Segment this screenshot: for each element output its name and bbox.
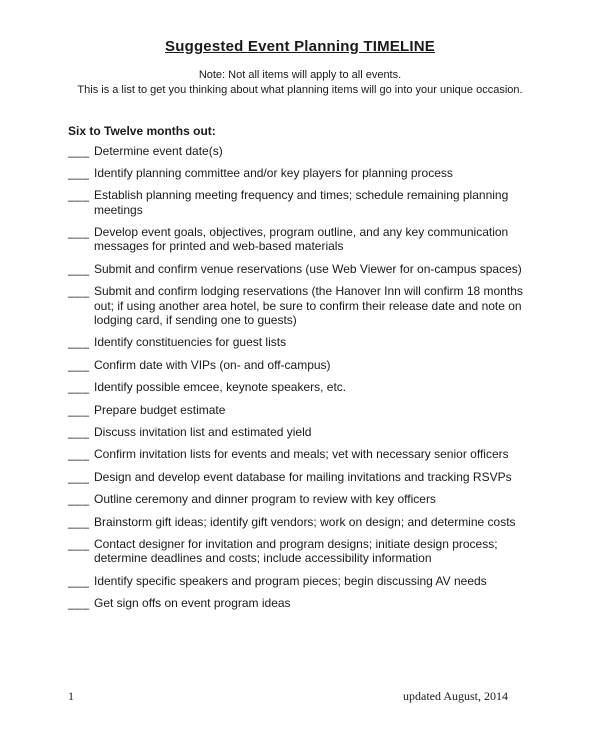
list-item-text: Submit and confirm lodging reservations (the Hanover Inn will confirm 18 months out; if using another area hotel, be sure to confirm their release date and note on lodging card, if sending one to guests)	[94, 284, 523, 328]
blank-line: ___	[68, 536, 90, 551]
list-item	[68, 380, 532, 394]
blank-line: ___	[68, 596, 90, 611]
list-item-text: Confirm date with VIPs (on- and off-campus)	[94, 357, 331, 372]
blank-line: ___	[68, 165, 90, 180]
note-line-2: This is a list to get you thinking about what planning items will go into your unique occasion.	[77, 83, 523, 96]
list-item	[68, 425, 532, 439]
blank-line: ___	[68, 447, 90, 462]
blank-line: ___	[68, 573, 90, 588]
page-title: Suggested Event Planning TIMELINE	[165, 38, 435, 55]
list-item	[68, 225, 532, 254]
blank-line: ___	[68, 143, 90, 158]
list-item-text: Get sign offs on event program ideas	[94, 596, 291, 611]
section-heading: Six to Twelve months out:	[68, 123, 216, 138]
list-item	[68, 262, 532, 276]
blank-line: ___	[68, 492, 90, 507]
list-item-text: Outline ceremony and dinner program to review with key officers	[94, 492, 436, 507]
list-item-text: Identify planning committee and/or key players for planning process	[94, 165, 453, 180]
blank-line: ___	[68, 357, 90, 372]
list-item	[68, 335, 532, 349]
list-item	[68, 144, 532, 158]
list-item-text: Prepare budget estimate	[94, 402, 226, 417]
list-item-text: Identify constituencies for guest lists	[94, 335, 287, 350]
blank-line: ___	[68, 188, 90, 203]
blank-line: ___	[68, 380, 90, 395]
list-item	[68, 403, 532, 417]
list-item-text: Brainstorm gift ideas; identify gift vendors; work on design; and determine costs	[94, 514, 516, 529]
list-item	[68, 537, 532, 566]
list-item	[68, 470, 532, 484]
list-item-text: Contact designer for invitation and program designs; initiate design process; determine deadlines and costs; include accessibility information	[94, 536, 498, 566]
list-item-text: Identify possible emcee, keynote speakers, etc.	[94, 380, 347, 395]
list-item	[68, 574, 532, 588]
list-item-text: Confirm invitation lists for events and meals; vet with necessary senior officers	[94, 447, 509, 462]
updated-date: updated August, 2014	[403, 689, 508, 703]
list-item-text: Identify specific speakers and program pieces; begin discussing AV needs	[94, 573, 487, 588]
list-item-text: Discuss invitation list and estimated yield	[94, 424, 312, 439]
list-item	[68, 596, 532, 610]
list-item	[68, 515, 532, 529]
list-item	[68, 166, 532, 180]
list-item-text: Submit and confirm venue reservations (use Web Viewer for on-campus spaces)	[94, 261, 522, 276]
list-item	[68, 358, 532, 372]
checklist	[68, 144, 532, 611]
list-item-text: Establish planning meeting frequency and times; schedule remaining planning meetings	[94, 188, 509, 217]
blank-line: ___	[68, 514, 90, 529]
list-item-text: Develop event goals, objectives, program outline, and any key communication messages for printed and web-based materials	[94, 225, 509, 254]
list-item-text: Design and develop event database for mailing invitations and tracking RSVPs	[94, 469, 512, 484]
page-number: 1	[68, 689, 74, 703]
list-item	[68, 188, 532, 217]
blank-line: ___	[68, 402, 90, 417]
list-item	[68, 284, 532, 327]
blank-line: ___	[68, 261, 90, 276]
list-item	[68, 447, 532, 461]
blank-line: ___	[68, 424, 90, 439]
blank-line: ___	[68, 284, 90, 299]
note-line-1: Note: Not all items will apply to all events.	[198, 69, 402, 81]
blank-line: ___	[68, 335, 90, 350]
page-footer	[68, 689, 508, 704]
list-item	[68, 492, 532, 506]
list-item-text: Determine event date(s)	[94, 143, 223, 158]
blank-line: ___	[68, 469, 90, 484]
blank-line: ___	[68, 225, 90, 240]
